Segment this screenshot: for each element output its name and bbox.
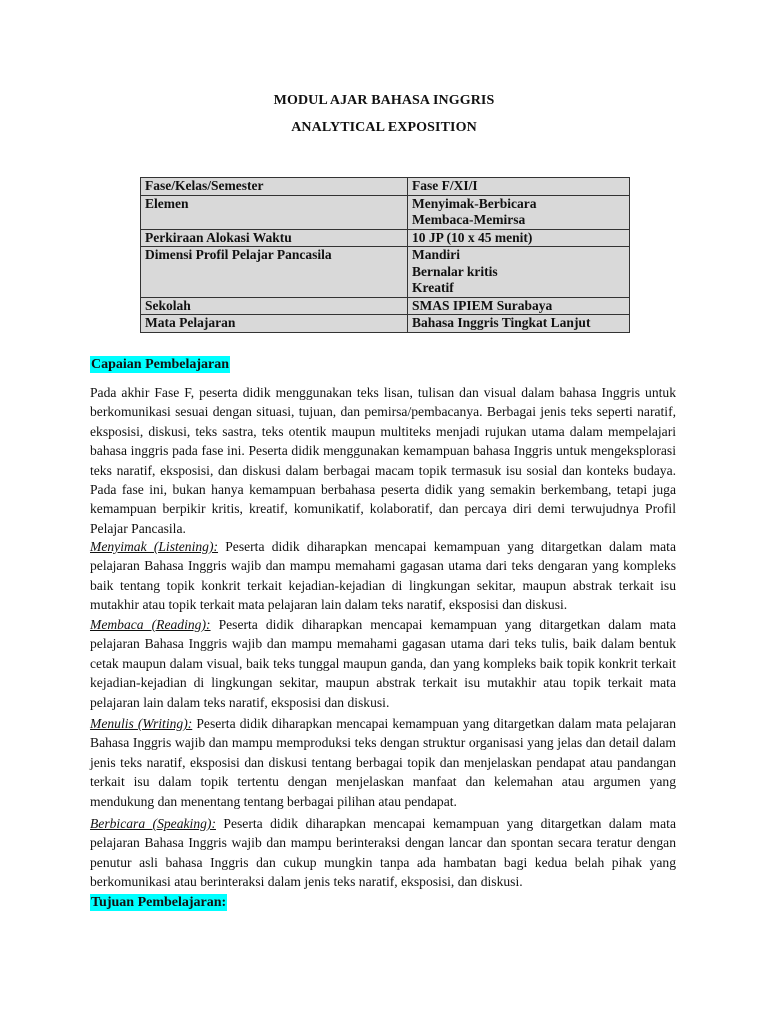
table-value-line: SMAS IPIEM Surabaya bbox=[412, 297, 553, 313]
table-value bbox=[408, 315, 630, 333]
menulis-label: Menulis (Writing): bbox=[90, 716, 193, 731]
table-row bbox=[141, 195, 630, 229]
table-row bbox=[141, 247, 630, 298]
menyimak-label: Menyimak (Listening): bbox=[90, 539, 219, 554]
capaian-intro-paragraph: Pada akhir Fase F, peserta didik menggunakan teks lisan, tulisan dan visual dalam bahasa Inggris untuk berkomunikasi sesuai dengan situasi, tujuan, dan pemirsa/pembacanya. Berbagai jenis teks seperti naratif, eksposisi, diskusi, teks sastra, teks otentik maupun multiteks menjadi rujukan utama dalam mempelajari bahasa inggris pada fase ini. Peserta didik menggunakan kemampuan bahasa Inggris untuk mengeksplorasi teks naratif, eksposisi, dan diskusi dalam berbagai macam topik termasuk isu sosial dan konteks budaya. Pada fase ini, bukan hanya kemampuan berbahasa peserta didik yang semakin berkembang, tetapi juga kemampuan berpikir kritis, kreatif, komunikatif, kolaboratif, dan percaya diri demi terwujudnya Profil Pelajar Pancasila. bbox=[90, 385, 676, 536]
berbicara-paragraph bbox=[90, 814, 676, 892]
table-key: Elemen bbox=[141, 195, 408, 229]
menyimak-paragraph bbox=[90, 537, 676, 615]
membaca-label: Membaca (Reading): bbox=[90, 617, 211, 632]
table-key: Perkiraan Alokasi Waktu bbox=[141, 229, 408, 247]
table-row bbox=[141, 229, 630, 247]
membaca-paragraph bbox=[90, 615, 676, 712]
table-key: Sekolah bbox=[141, 297, 408, 315]
table-key: Dimensi Profil Pelajar Pancasila bbox=[141, 247, 408, 298]
table-value-line: Kreatif bbox=[412, 280, 454, 295]
document-subtitle: ANALYTICAL EXPOSITION bbox=[291, 120, 477, 135]
berbicara-text: Peserta didik diharapkan mencapai kemampuan yang ditargetkan dalam mata pelajaran Bahasa Inggris wajib dan mampu berinteraksi dengan lancar dan spontan secara teratur dengan penutur asli bahasa Inggris dan cukup mungkin tanpa ada hambatan bagi kedua belah pihak yang berkomunikasi atau berinteraksi dalam jenis teks naratif, eksposisi, dan diskusi. bbox=[90, 816, 676, 890]
menulis-paragraph bbox=[90, 714, 676, 811]
table-row bbox=[141, 297, 630, 315]
table-value-line: Mandiri bbox=[412, 247, 461, 262]
table-row bbox=[141, 178, 630, 196]
table-value bbox=[408, 247, 630, 298]
menyimak-text: Peserta didik diharapkan mencapai kemampuan yang ditargetkan dalam mata pelajaran Bahasa Inggris wajib dan mampu memahami gagasan utama dari teks dengaran yang kompleks baik tentang topik konkrit terkait kejadian-kejadian di lingkungan sekitar, maupun abstrak terkait isu mutakhir atau topik terkait mata pelajaran lain dalam teks naratif, eksposisi dan diskusi. bbox=[90, 539, 676, 613]
table-value-line: 10 JP (10 x 45 menit) bbox=[412, 229, 533, 245]
table-value-line: Bahasa Inggris Tingkat Lanjut bbox=[412, 315, 591, 330]
table-value bbox=[408, 229, 630, 247]
berbicara-label: Berbicara (Speaking): bbox=[90, 816, 216, 831]
table-value-line: Menyimak-Berbicara bbox=[412, 195, 537, 211]
table-value-line: Fase F/XI/I bbox=[412, 178, 478, 193]
document-title: MODUL AJAR BAHASA INGGRIS bbox=[273, 93, 495, 108]
table-row bbox=[141, 315, 630, 333]
table-value bbox=[408, 178, 630, 196]
table-value bbox=[408, 297, 630, 315]
capaian-heading: Capaian Pembelajaran bbox=[91, 357, 230, 372]
table-value-line: Membaca-Memirsa bbox=[412, 212, 526, 227]
table-value-line: Bernalar kritis bbox=[412, 263, 498, 279]
membaca-text: Peserta didik diharapkan mencapai kemampuan yang ditargetkan dalam mata pelajaran Bahasa Inggris wajib dan mampu memahami gagasan utama dari teks tulis, baik dalam bentuk cetak maupun dalam visual, baik teks tunggal maupun ganda, dan yang kompleks baik topik konkrit terkait kejadian-kejadian di lingkungan sekitar, maupun abstrak terkait isu mutakhir atau topik terkait mata pelajaran lain dalam teks naratif, eksposisi dan diskusi. bbox=[90, 617, 676, 710]
tujuan-heading: Tujuan Pembelajaran: bbox=[91, 895, 227, 910]
menulis-text: Peserta didik diharapkan mencapai kemampuan yang ditargetkan dalam mata pelajaran Bahasa Inggris wajib dan mampu memproduksi teks dengan struktur organisasi yang jelas dan detail dalam jenis teks naratif, eksposisi dan diskusi tentang berbagai topik dan menjelaskan pendapat atau pandangan terkait isu dalam topik tertentu dengan menjelaskan manfaat dan kelemahan atau argumen yang mendukung dan menentang tentang berbagai pilihan atau pendapat. bbox=[90, 716, 677, 809]
table-key: Mata Pelajaran bbox=[141, 315, 408, 333]
info-table bbox=[140, 177, 630, 333]
table-key: Fase/Kelas/Semester bbox=[141, 178, 408, 196]
table-value bbox=[408, 195, 630, 229]
